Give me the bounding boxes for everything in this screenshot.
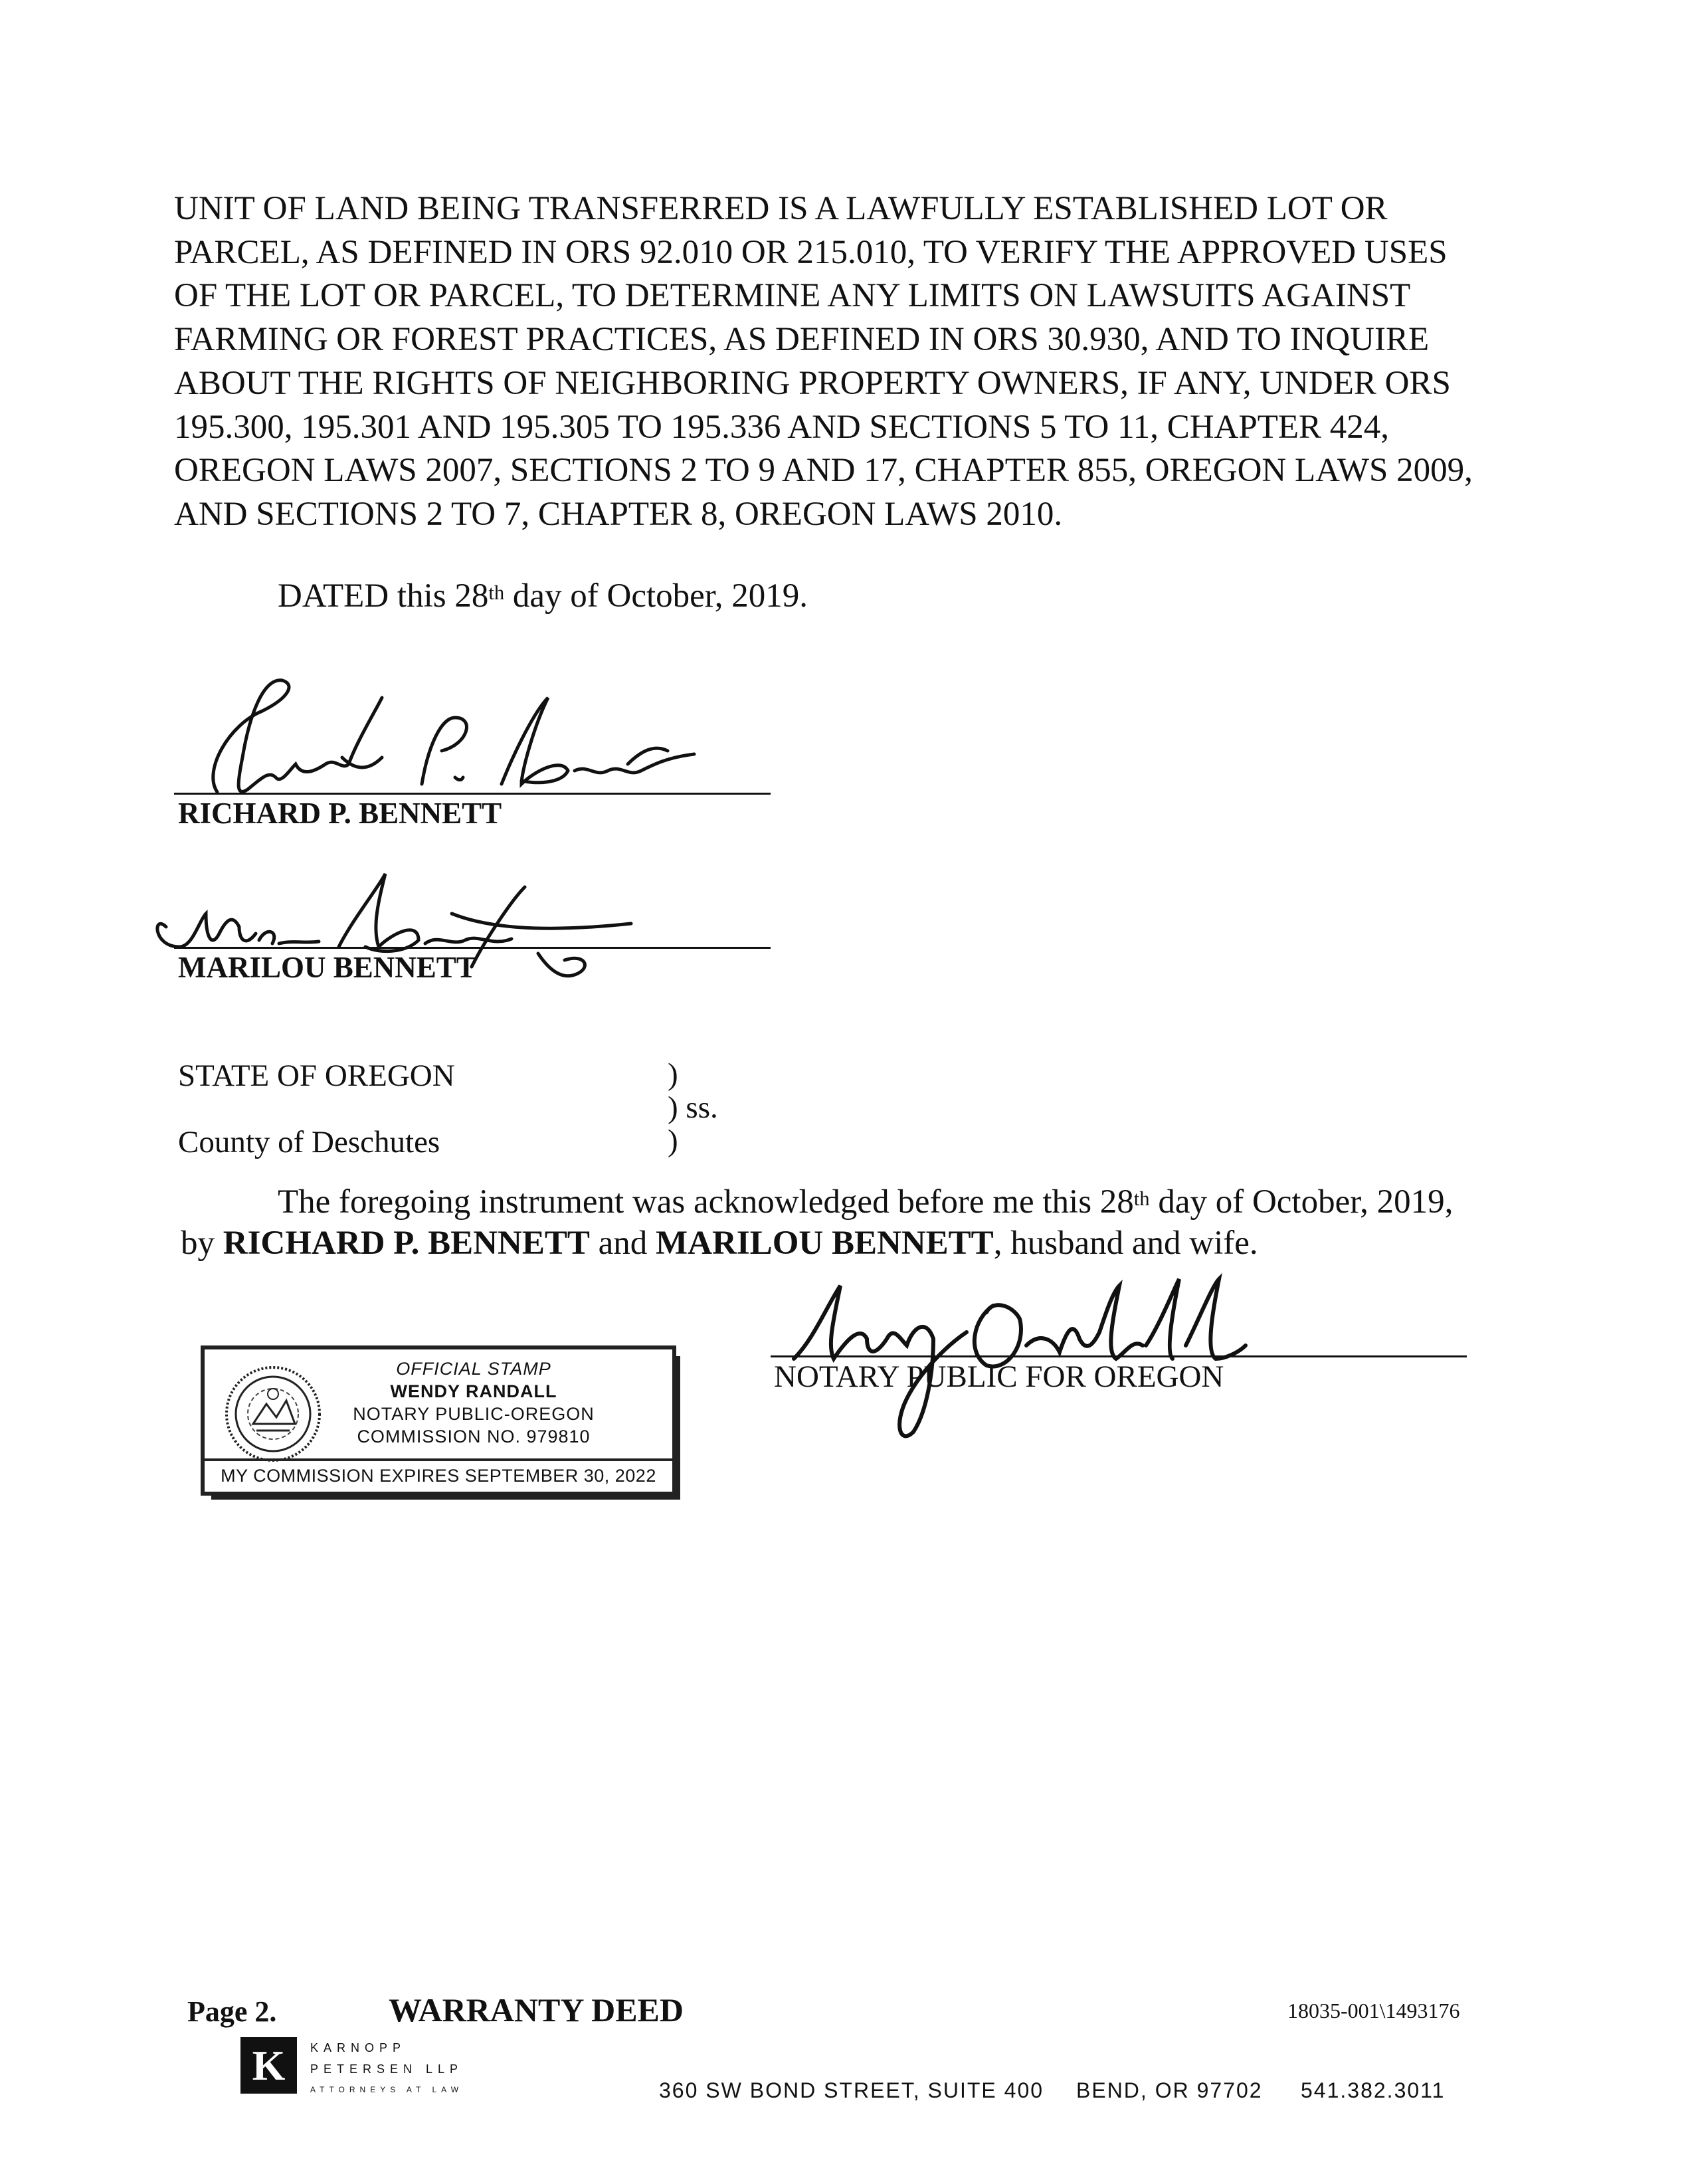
- official-notary-stamp: [201, 1345, 676, 1496]
- body-line: 195.300, 195.301 AND 195.305 TO 195.336 AND SECTIONS 5 TO 11, CHAPTER 424,: [174, 408, 1390, 446]
- stamp-title: OFFICIAL STAMP: [396, 1359, 551, 1379]
- firm-name-line-1: KARNOPP: [310, 2041, 407, 2054]
- acknowledgment-line-2: by RICHARD P. BENNETT and MARILOU BENNETT, husband and wife.: [181, 1225, 1258, 1262]
- deed-body-text: [174, 187, 1523, 537]
- body-line: OREGON LAWS 2007, SECTIONS 2 TO 9 AND 17, CHAPTER 855, OREGON LAWS 2009,: [174, 452, 1473, 490]
- venue-paren-top: ): [668, 1057, 678, 1092]
- signer-name-marilou: MARILOU BENNETT: [178, 951, 476, 984]
- stamp-shadow: [676, 1356, 680, 1500]
- firm-logo-icon: K: [240, 2037, 297, 2094]
- body-line: OF THE LOT OR PARCEL, TO DETERMINE ANY LIMITS ON LAWSUITS AGAINST: [174, 277, 1411, 315]
- footer-page-number: Page 2.: [187, 1995, 277, 2028]
- firm-city: BEND, OR 97702: [1076, 2078, 1263, 2102]
- signature-line-notary: [771, 1355, 1467, 1357]
- signature-richard-bennett: [189, 671, 721, 804]
- body-line: ABOUT THE RIGHTS OF NEIGHBORING PROPERTY OWNERS, IF ANY, UNDER ORS: [174, 364, 1451, 402]
- acknowledgment-line-1: The foregoing instrument was acknowledged before me this 28th day of October, 2019,: [278, 1183, 1454, 1221]
- footer-document-number: 18035-001\1493176: [1287, 1999, 1460, 2023]
- footer-document-title: WARRANTY DEED: [389, 1991, 684, 2029]
- firm-phone: 541.382.3011: [1301, 2078, 1446, 2102]
- stamp-shadow: [211, 1496, 680, 1500]
- dated-line: DATED this 28th day of October, 2019.: [278, 577, 808, 615]
- acknowledgment-text: [181, 1181, 1453, 1264]
- stamp-commission-expires: MY COMMISSION EXPIRES SEPTEMBER 30, 2022: [205, 1458, 672, 1492]
- venue-paren-bottom: ): [668, 1124, 678, 1158]
- body-line: FARMING OR FOREST PRACTICES, AS DEFINED IN ORS 30.930, AND TO INQUIRE: [174, 321, 1430, 359]
- firm-address: 360 SW BOND STREET, SUITE 400: [659, 2078, 1044, 2102]
- signature-line-marilou: [174, 947, 771, 949]
- body-line: PARCEL, AS DEFINED IN ORS 92.010 OR 215.010, TO VERIFY THE APPROVED USES: [174, 233, 1448, 271]
- stamp-notary-name: WENDY RANDALL: [390, 1381, 557, 1401]
- body-line: UNIT OF LAND BEING TRANSFERRED IS A LAWFULLY ESTABLISHED LOT OR: [174, 190, 1388, 227]
- signer-name-richard: RICHARD P. BENNETT: [178, 797, 502, 830]
- stamp-notary-title: NOTARY PUBLIC-OREGON: [353, 1404, 595, 1424]
- notary-caption: NOTARY PUBLIC FOR OREGON: [774, 1359, 1224, 1394]
- signature-line-richard: [174, 793, 771, 795]
- firm-name-line-3: ATTORNEYS AT LAW: [310, 2085, 464, 2094]
- firm-name-line-2: PETERSEN LLP: [310, 2062, 464, 2076]
- venue-ss: ) ss.: [668, 1090, 718, 1125]
- venue-state: STATE OF OREGON: [178, 1058, 455, 1093]
- state-seal-icon: [223, 1364, 323, 1464]
- body-line: AND SECTIONS 2 TO 7, CHAPTER 8, OREGON LAWS 2010.: [174, 495, 1063, 533]
- venue-county: County of Deschutes: [178, 1125, 440, 1159]
- stamp-commission-number: COMMISSION NO. 979810: [357, 1427, 591, 1446]
